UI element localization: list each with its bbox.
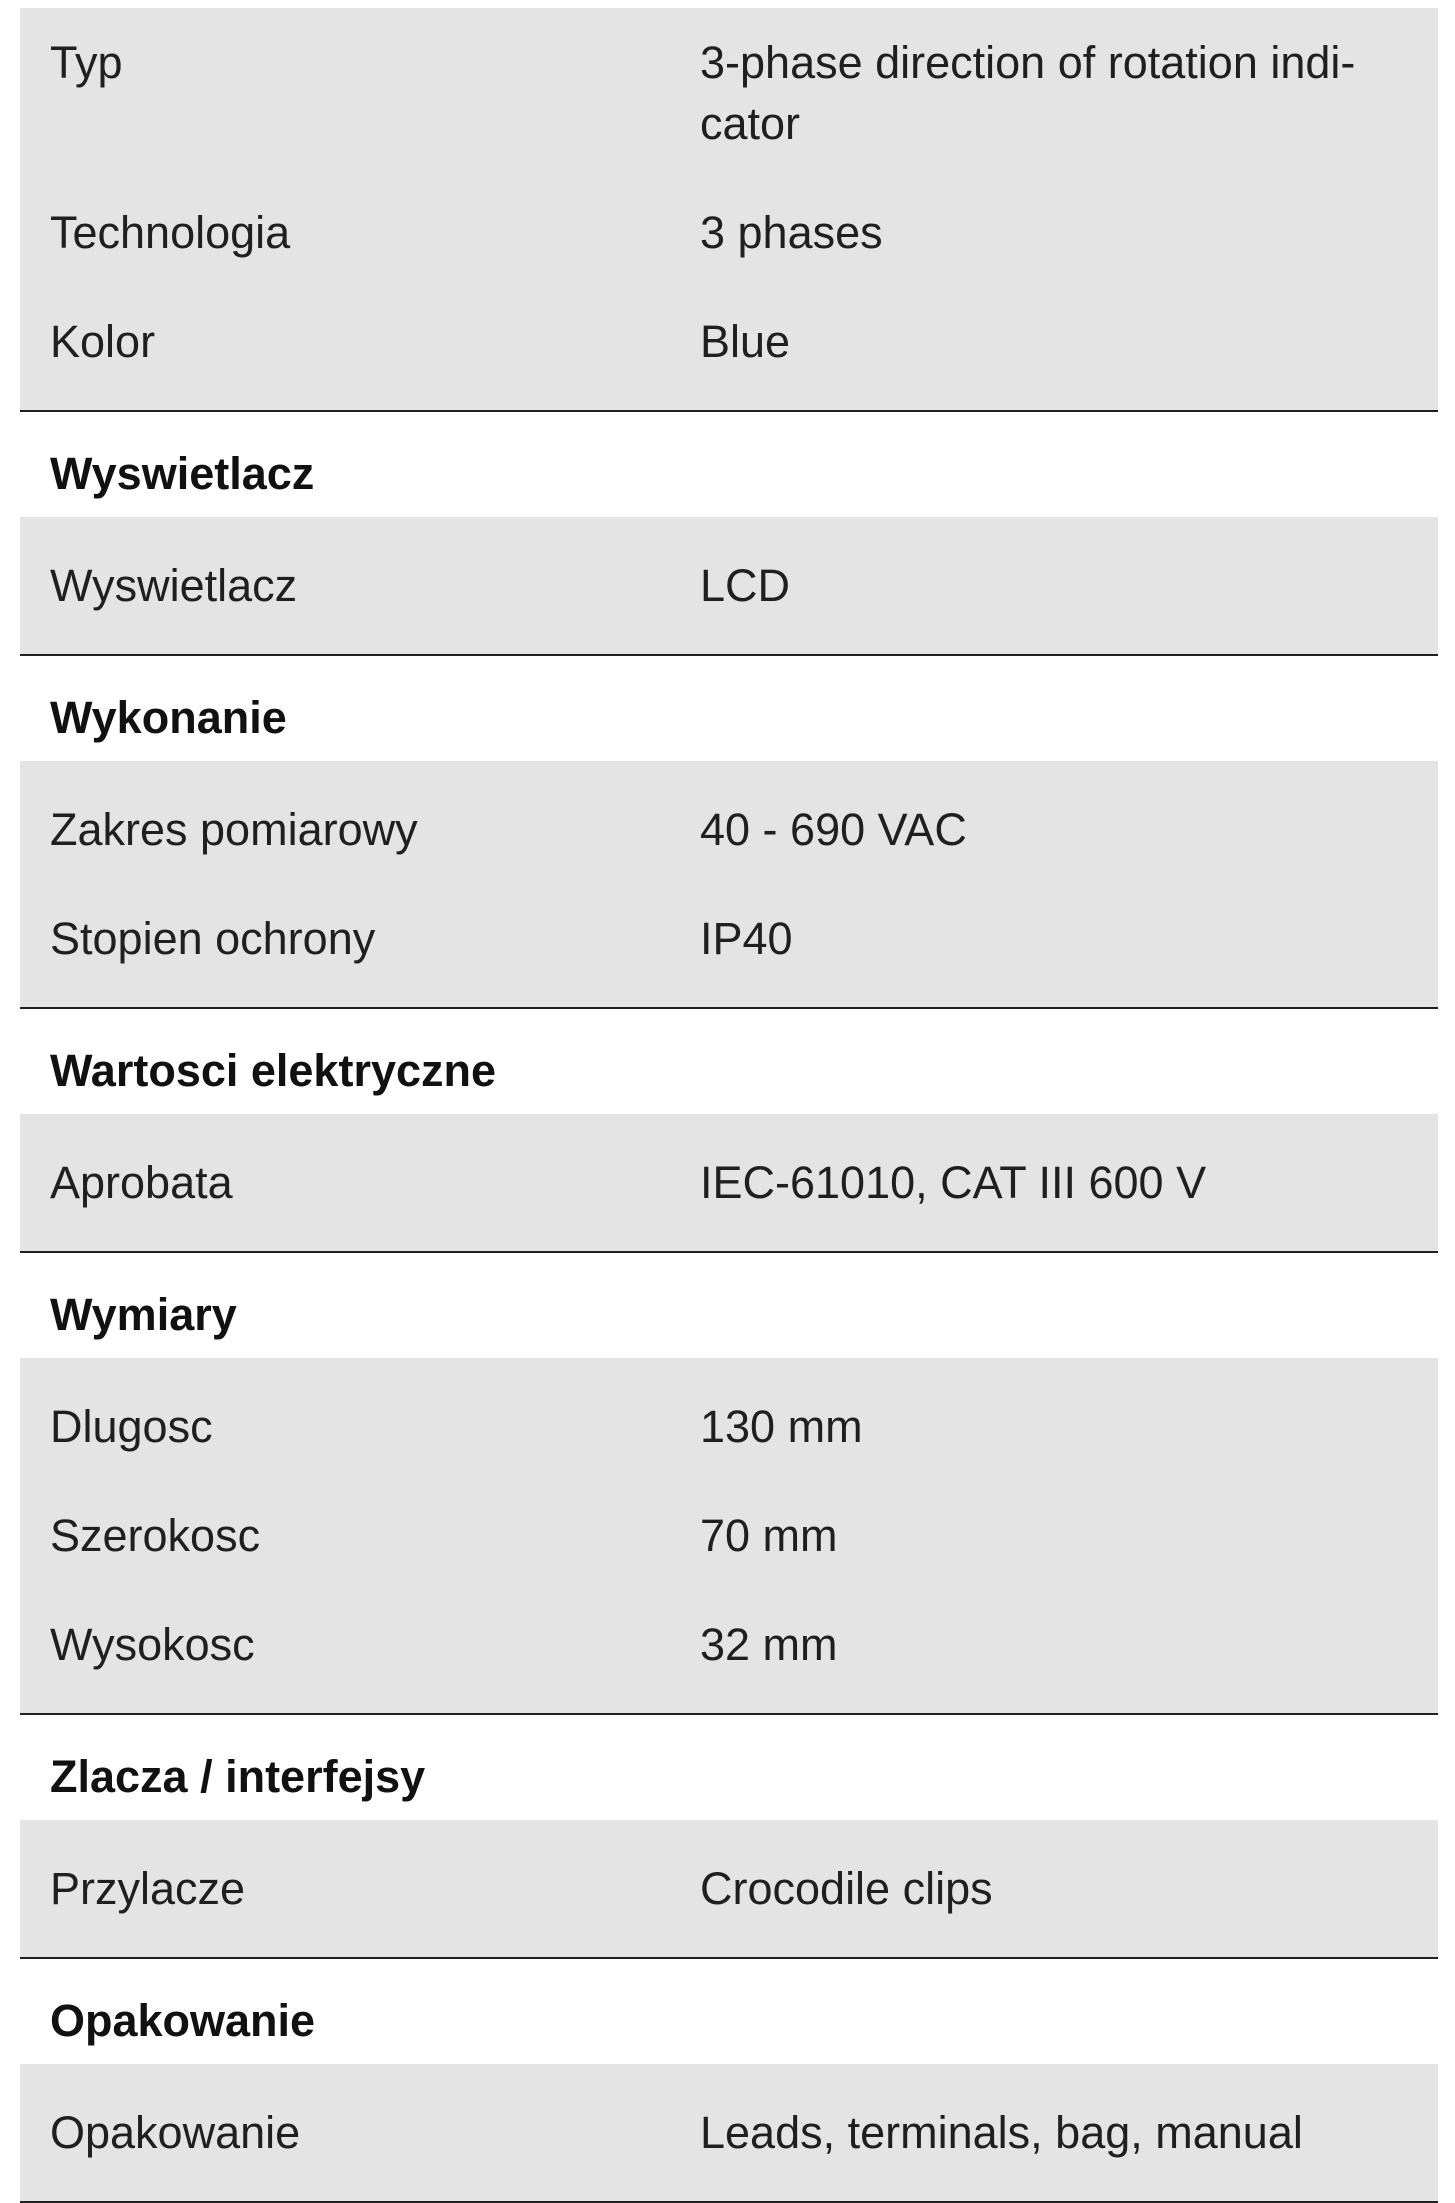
spec-label: Zakres pomiarowy (50, 804, 418, 855)
spec-row-technologia (20, 178, 1438, 287)
spec-row-opakowanie (20, 2078, 1438, 2187)
spec-value: Blue (700, 316, 791, 367)
spec-row-szerokosc (20, 1481, 1438, 1590)
spec-value-line-1: 3-phase direction of rotation indi- (700, 37, 1356, 88)
spec-group-wymiary (20, 1358, 1438, 1715)
spec-value: IEC-61010, CAT III 600 V (700, 1157, 1207, 1208)
spec-value: 32 mm (700, 1619, 838, 1670)
spec-group-opakowanie (20, 2064, 1438, 2203)
spec-row-wyswietlacz (20, 531, 1438, 640)
spec-label: Aprobata (50, 1157, 233, 1208)
spec-label: Typ (50, 37, 123, 88)
spec-label: Wysokosc (50, 1619, 255, 1670)
spec-value: 40 - 690 VAC (700, 804, 967, 855)
spec-value: Leads, terminals, bag, manual (700, 2107, 1303, 2158)
section-header-wyswietlacz: Wyswietlacz (20, 412, 1438, 517)
spec-label: Opakowanie (50, 2107, 301, 2158)
spec-label: Przylacze (50, 1863, 246, 1914)
spec-label: Stopien ochrony (50, 913, 376, 964)
spec-row-wysokosc (20, 1590, 1438, 1699)
spec-row-kolor (20, 287, 1438, 396)
section-header-zlacza-interfejsy: Zlacza / interfejsy (20, 1715, 1438, 1820)
section-header-wartosci-elektryczne: Wartosci elektryczne (20, 1009, 1438, 1114)
spec-value: 130 mm (700, 1401, 863, 1452)
spec-value: IP40 (700, 913, 793, 964)
spec-group-wykonanie (20, 761, 1438, 1009)
spec-row-typ (20, 22, 1438, 178)
spec-label: Technologia (50, 207, 291, 258)
spec-row-dlugosc (20, 1372, 1438, 1481)
spec-row-zakres-pomiarowy (20, 775, 1438, 884)
section-header-opakowanie: Opakowanie (20, 1959, 1438, 2064)
spec-group-wartosci-elektryczne (20, 1114, 1438, 1253)
spec-value: LCD (700, 560, 791, 611)
spec-group-wyswietlacz (20, 517, 1438, 656)
section-header-wykonanie: Wykonanie (20, 656, 1438, 761)
spec-row-przylacze (20, 1834, 1438, 1943)
spec-group-zlacza-interfejsy (20, 1820, 1438, 1959)
spec-label: Dlugosc (50, 1401, 213, 1452)
spec-value: 3 phases (700, 207, 883, 258)
spec-row-stopien-ochrony (20, 884, 1438, 993)
spec-table (20, 8, 1438, 2203)
section-header-wymiary: Wymiary (20, 1253, 1438, 1358)
spec-row-aprobata (20, 1128, 1438, 1237)
spec-value: Crocodile clips (700, 1863, 993, 1914)
spec-label: Wyswietlacz (50, 560, 298, 611)
spec-label: Szerokosc (50, 1510, 261, 1561)
spec-value-line-2: cator (700, 98, 801, 149)
spec-value: 70 mm (700, 1510, 838, 1561)
spec-group-general (20, 8, 1438, 412)
spec-label: Kolor (50, 316, 156, 367)
spec-value (700, 32, 1438, 154)
